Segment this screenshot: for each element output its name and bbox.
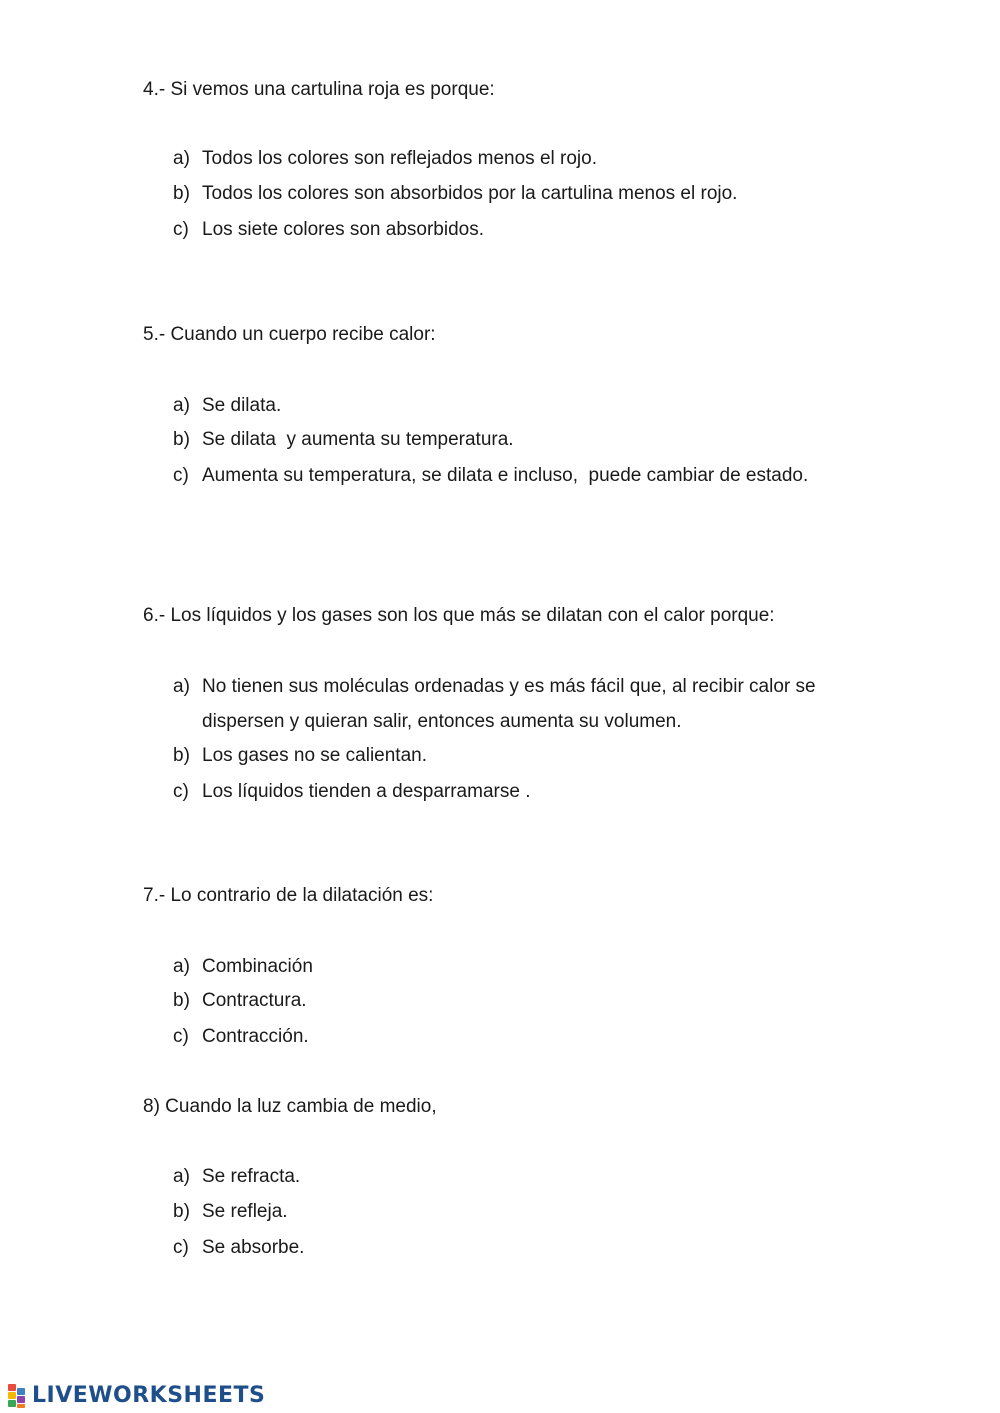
question-7-option-c[interactable] [173, 1026, 309, 1048]
option-text: No tienen sus moléculas ordenadas y es más fácil que, al recibir calor se [202, 676, 816, 697]
option-letter: c) [173, 1237, 189, 1258]
question-6-option-c[interactable] [173, 781, 530, 803]
option-letter: b) [173, 745, 190, 766]
option-text: Los líquidos tienden a desparramarse . [202, 781, 531, 802]
question-8-option-a[interactable] [173, 1166, 300, 1188]
question-6-option-b[interactable] [173, 745, 427, 767]
option-text: Los gases no se calientan. [202, 745, 427, 766]
option-text: Contracción. [202, 1026, 309, 1047]
option-text: Se refleja. [202, 1201, 288, 1222]
question-4-option-c[interactable] [173, 219, 484, 241]
option-letter: c) [173, 219, 189, 240]
question-5-option-a[interactable] [173, 395, 281, 417]
option-letter: c) [173, 465, 189, 486]
option-letter: b) [173, 429, 190, 450]
option-text: Se dilata y aumenta su temperatura. [202, 429, 514, 450]
question-7-option-a[interactable] [173, 956, 313, 978]
question-8-option-c[interactable] [173, 1237, 304, 1259]
question-4-option-a[interactable] [173, 148, 597, 170]
question-6-option-a[interactable] [173, 676, 816, 698]
option-text: Se absorbe. [202, 1237, 305, 1258]
liveworksheets-footer[interactable] [8, 1382, 265, 1410]
question-7-title: 7.- Lo contrario de la dilatación es: [143, 885, 434, 906]
question-6-title: 6.- Los líquidos y los gases son los que más se dilatan con el calor porque: [143, 605, 775, 626]
liveworksheets-logo-icon [8, 1384, 30, 1408]
question-4-title: 4.- Si vemos una cartulina roja es porque: [143, 79, 495, 100]
option-letter: a) [173, 676, 190, 697]
option-text: Los siete colores son absorbidos. [202, 219, 484, 240]
option-text: Combinación [202, 956, 313, 977]
option-letter: b) [173, 1201, 190, 1222]
option-letter: c) [173, 781, 189, 802]
option-letter: a) [173, 1166, 190, 1187]
option-letter: c) [173, 1026, 189, 1047]
question-6-option-a-continuation: dispersen y quieran salir, entonces aumenta su volumen. [202, 711, 682, 732]
option-text: Aumenta su temperatura, se dilata e incluso, puede cambiar de estado. [202, 465, 809, 486]
option-letter: a) [173, 395, 190, 416]
question-8-title: 8) Cuando la luz cambia de medio, [143, 1096, 437, 1117]
option-letter: b) [173, 990, 190, 1011]
question-5-option-b[interactable] [173, 429, 514, 451]
option-letter: b) [173, 183, 190, 204]
question-7-option-b[interactable] [173, 990, 307, 1012]
question-4-option-b[interactable] [173, 183, 737, 205]
question-8-option-b[interactable] [173, 1201, 288, 1223]
option-letter: a) [173, 956, 190, 977]
option-text: Todos los colores son absorbidos por la cartulina menos el rojo. [202, 183, 738, 204]
question-5-option-c[interactable] [173, 465, 808, 487]
question-5-title: 5.- Cuando un cuerpo recibe calor: [143, 324, 436, 345]
option-text: Todos los colores son reflejados menos el rojo. [202, 148, 597, 169]
option-text: Se refracta. [202, 1166, 301, 1187]
option-text: Se dilata. [202, 395, 282, 416]
option-letter: a) [173, 148, 190, 169]
brand-name: LIVEWORKSHEETS [32, 1383, 266, 1408]
option-text: Contractura. [202, 990, 307, 1011]
